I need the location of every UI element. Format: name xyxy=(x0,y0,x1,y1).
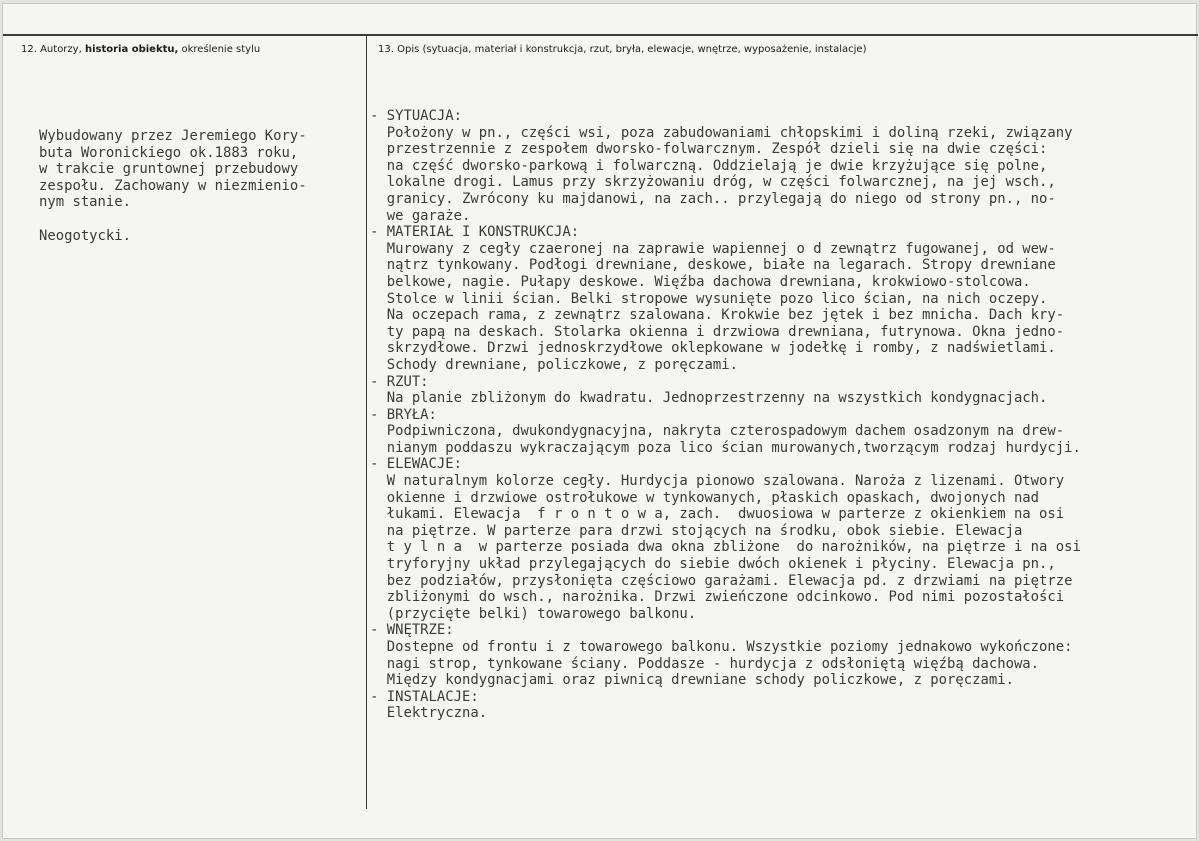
text-line: nym stanie. xyxy=(39,194,131,211)
section-13-number: 13. xyxy=(378,44,394,55)
text-line: Na planie zbliżonym do kwadratu. Jednoprzestrzenny na wszystkich kondygnacjach. xyxy=(370,390,1048,407)
text-line: przestrzennie z zespołem dworsko-folwarcznym. Zespół dzieli się na dwie części: xyxy=(370,141,1048,158)
text-line: Podpiwniczona, dwukondygnacyjna, nakryta czterospadowym dachem osadzonym na drew- xyxy=(370,423,1065,440)
text-line: w trakcie gruntownej przebudowy xyxy=(39,161,299,178)
text-line: ty papą na deskach. Stolarka okienna i drzwiowa drewniana, futrynowa. Okna jedno- xyxy=(370,323,1065,340)
text-line: bez podziałów, przysłonięta częściowo garażami. Elewacja pd. z drzwiami na piętrze xyxy=(370,572,1073,589)
text-line: Dostepne od frontu i z towarowego balkonu. Wszystkie poziomy jednakowo wykończone: xyxy=(370,639,1073,655)
text-line: - WNĘTRZE: xyxy=(370,622,454,639)
text-line: okienne i drzwiowe ostrołukowe w tynkowanych, płaskich opaskach, dwojonych nad xyxy=(370,489,1040,506)
text-line: Schody drewniane, policzkowe, z poręczami. xyxy=(370,356,738,373)
text-line: Neogotycki. xyxy=(39,227,131,244)
text-line: - INSTALACJE: xyxy=(370,688,479,705)
text-line: - RZUT: xyxy=(370,373,429,390)
text-line: tryforyjny układ przylegających do siebie dwóch okienek i płyciny. Elewacja pn., xyxy=(370,556,1056,573)
text-line: we garaże. xyxy=(370,207,471,224)
text-line: Murowany z cegły czaeronej na zaprawie wapiennej o d zewnątrz fugowanej, od wew- xyxy=(370,240,1056,257)
text-line: belkowe, nagie. Pułapy deskowe. Więźba dachowa drewniana, krokwiowo-stolcowa. xyxy=(370,273,1031,290)
header-rule xyxy=(3,34,1198,36)
text-line: nagi strop, tynkowane ściany. Poddasze - hurdycja z odsłoniętą więźbą dachowa. xyxy=(370,655,1040,672)
text-line: - MATERIAŁ I KONSTRUKCJA: xyxy=(370,224,580,241)
text-line: t y l n a w parterze posiada dwa okna zbliżone do narożników, na piętrze i na osi xyxy=(370,539,1081,556)
text-line: nianym poddaszu wykraczającym poza lico ścian murowanych,tworzącym rodzaj hurdycji. xyxy=(370,439,1081,456)
text-line: Wybudowany przez Jeremiego Kory- xyxy=(39,128,307,144)
text-line: Między kondygnacjami oraz piwnicą drewniane schody policzkowe, z poręczami. xyxy=(370,672,1014,689)
text-line: Na oczepach rama, z zewnątrz szalowana. Krokwie bez jętek i bez mnicha. Dach kry- xyxy=(370,307,1065,324)
text-line: na piętrze. W parterze para drzwi stojących na środku, obok siebie. Elewacja xyxy=(370,522,1023,539)
text-line: Położony w pn., części wsi, poza zabudowaniami chłopskimi i doliną rzeki, związany xyxy=(370,124,1073,141)
text-line: łukami. Elewacja f r o n t o w a, zach. dwuosiowa w parterze z okienkiem na osi xyxy=(370,506,1065,523)
text-line: lokalne drogi. Lamus przy skrzyżowaniu dróg, w części folwarcznej, na jej wsch., xyxy=(370,174,1056,191)
section-12-label-bold: historia obiektu, xyxy=(84,44,179,55)
text-line: W naturalnym kolorze cegły. Hurdycja pionowo szalowana. Naroża z lizenami. Otwory xyxy=(370,473,1065,490)
history-style-text xyxy=(39,128,307,244)
text-line: zbliżonymi do wsch., narożnika. Drzwi zwieńczone odcinkowo. Pod nimi pozostałości xyxy=(370,589,1065,606)
column-divider xyxy=(366,34,367,809)
text-line xyxy=(39,211,307,228)
text-line: Elektryczna. xyxy=(370,705,488,722)
text-line: - SYTUACJA: xyxy=(370,108,462,124)
text-line: nątrz tynkowany. Podłogi drewniane, deskowe, białe na legarach. Stropy drewniane xyxy=(370,257,1056,274)
text-line: - BRYŁA: xyxy=(370,406,437,423)
text-line: Stolce w linii ścian. Belki stropowe wysunięte pozo lico ścian, na nich oczepy. xyxy=(370,290,1048,307)
text-line: - ELEWACJE: xyxy=(370,456,462,473)
section-12-label-pre: Autorzy, xyxy=(40,44,82,55)
document-card xyxy=(2,3,1197,839)
text-line: granicy. Zwrócony ku majdanowi, na zach.. przylegają do niego od strony pn., no- xyxy=(370,190,1056,207)
text-line: buta Woronickiego ok.1883 roku, xyxy=(39,144,299,161)
section-13-label: Opis (sytuacja, materiał i konstrukcja, rzut, bryła, elewacje, wnętrze, wyposażenie, instalacje) xyxy=(397,44,867,55)
section-13-header xyxy=(378,44,866,55)
text-line: (przycięte belki) towarowego balkonu. xyxy=(370,605,697,622)
text-line: na część dworsko-parkową i folwarczną. Oddzielają je dwie krzyżujące się polne, xyxy=(370,157,1048,174)
section-12-number: 12. xyxy=(21,44,37,55)
section-12-label-post: określenie stylu xyxy=(181,44,261,55)
text-line: zespołu. Zachowany w niezmienio- xyxy=(39,177,307,194)
section-12-header xyxy=(21,44,260,55)
description-text xyxy=(370,108,1081,722)
text-line: skrzydłowe. Drzwi jednoskrzydłowe oklepkowane w jodełkę i romby, z nadświetlami. xyxy=(370,340,1056,357)
